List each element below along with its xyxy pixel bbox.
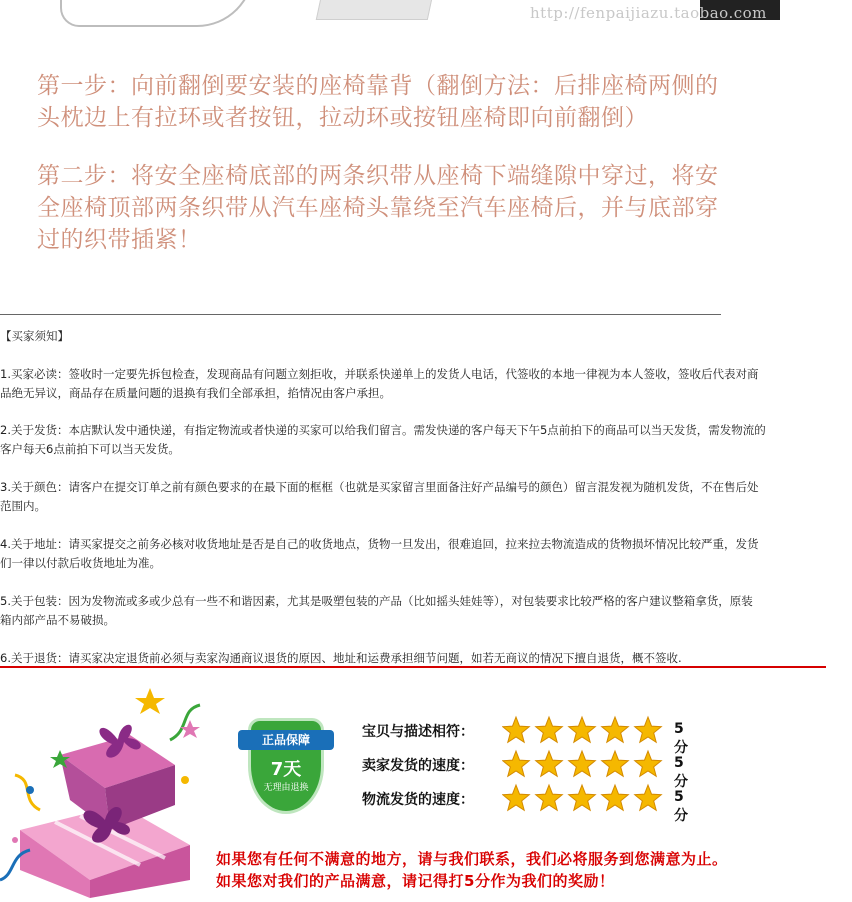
notice-line: 范围内。 [0, 499, 46, 513]
car-seat-drawing [60, 0, 254, 27]
stars-svg [502, 783, 672, 815]
notice-line: 们一律以付款后收货地址为准。 [0, 556, 161, 570]
stars-svg [502, 715, 672, 747]
notice-item-3 [0, 478, 852, 516]
rating-label: 卖家发货的速度： [362, 758, 474, 774]
rating-label: 物流发货的速度： [362, 792, 474, 808]
buyer-notice-title: 【买家须知】 [0, 329, 69, 343]
divider [0, 314, 721, 315]
star-icon [602, 717, 629, 742]
notice-item-2 [0, 421, 852, 459]
badge-sub: 无理由退换 [263, 783, 309, 793]
star-icon [569, 785, 596, 810]
star-rating [502, 749, 672, 781]
star-icon [635, 717, 662, 742]
notice-line: 品绝无异议，商品存在质量问题的退换有我们全部承担，掐情况由客户承担。 [0, 386, 391, 400]
star-icon [569, 751, 596, 776]
red-divider [0, 666, 826, 668]
notice-line: 6.关于退货：请买家决定退货前必须与卖家沟通商议退货的原因、地址和运费承担细节问题，如若无商议的情况下擅自退货，概不签收. [0, 651, 682, 665]
notice-item-5 [0, 592, 852, 630]
star-icon [536, 717, 563, 742]
notice-line: 箱内部产品不易破损。 [0, 613, 115, 627]
step-line: 头枕边上有拉环或者按钮，拉动环或按钮座椅即向前翻倒） [37, 105, 648, 131]
shield-badge-icon [238, 718, 334, 818]
notice-line: 2.关于发货：本店默认发中通快递，有指定物流或者快递的买家可以给我们留言。需发快递的客户每天下午5点前拍下的商品可以当天发货，需发物流的 [0, 423, 766, 437]
rating-label: 宝贝与描述相符： [362, 724, 474, 740]
star-rating [502, 715, 672, 747]
product-image-strip [0, 0, 852, 32]
badge-ribbon: 正品保障 [238, 730, 334, 750]
step-line: 第二步：将安全座椅底部的两条织带从座椅下端缝隙中穿过，将安 [37, 163, 719, 189]
step-line: 全座椅顶部两条织带从汽车座椅头靠绕至汽车座椅后，并与底部穿 [37, 195, 719, 221]
notice-item-1 [0, 365, 852, 403]
star-icon [503, 785, 530, 810]
star-icon [602, 785, 629, 810]
stars-svg [502, 749, 672, 781]
gift-box-icon [0, 680, 210, 898]
star-rating [502, 783, 672, 815]
notice-line: 5.关于包装：因为发物流或多或少总有一些不和谐因素，尤其是吸塑包装的产品（比如摇头娃娃等），对包装要求比较严格的客户建议整箱拿货，原装 [0, 594, 753, 608]
promo-line-2: 如果您对我们的产品满意，请记得打5分作为我们的奖励！ [216, 872, 615, 890]
step-line: 第一步：向前翻倒要安装的座椅靠背（翻倒方法：后排座椅两侧的 [37, 73, 719, 99]
star-icon [635, 751, 662, 776]
star-icon [503, 717, 530, 742]
notice-line: 4.关于地址：请买家提交之前务必核对收货地址是否是自己的收货地点，货物一旦发出，很难追回，拉来拉去物流造成的货物损坏情况比较严重，发货 [0, 537, 759, 551]
star-icon [602, 751, 629, 776]
watermark-text: http://fenpaijiazu.taobao.com [530, 4, 767, 22]
installation-step-2 [37, 160, 797, 256]
car-seat-photo [316, 0, 437, 20]
step-line: 过的织带插紧！ [37, 227, 202, 253]
notice-line: 3.关于颜色：请客户在提交订单之前有颜色要求的在最下面的框框（也就是买家留言里面备注好产品编号的颜色）留言混发视为随机发货，不在售后处 [0, 480, 759, 494]
star-icon [536, 785, 563, 810]
rating-score: 5分 [674, 721, 688, 756]
notice-line: 客户每天6点前拍下可以当天发货。 [0, 442, 180, 456]
promo-line-1: 如果您有任何不满意的地方，请与我们联系，我们必将服务到您满意为止。 [216, 850, 728, 868]
rating-score: 5分 [674, 789, 688, 824]
installation-step-1 [37, 70, 797, 134]
star-icon [503, 751, 530, 776]
notice-item-4 [0, 535, 852, 573]
star-icon [569, 717, 596, 742]
star-icon [536, 751, 563, 776]
star-icon [635, 785, 662, 810]
notice-line: 1.买家必读：签收时一定要先拆包检查，发现商品有问题立刻拒收，并联系快递单上的发货人电话，代签收的本地一律视为本人签收，签收后代表对商 [0, 367, 759, 381]
rating-score: 5分 [674, 755, 688, 790]
badge-days: 7天 [270, 759, 302, 780]
